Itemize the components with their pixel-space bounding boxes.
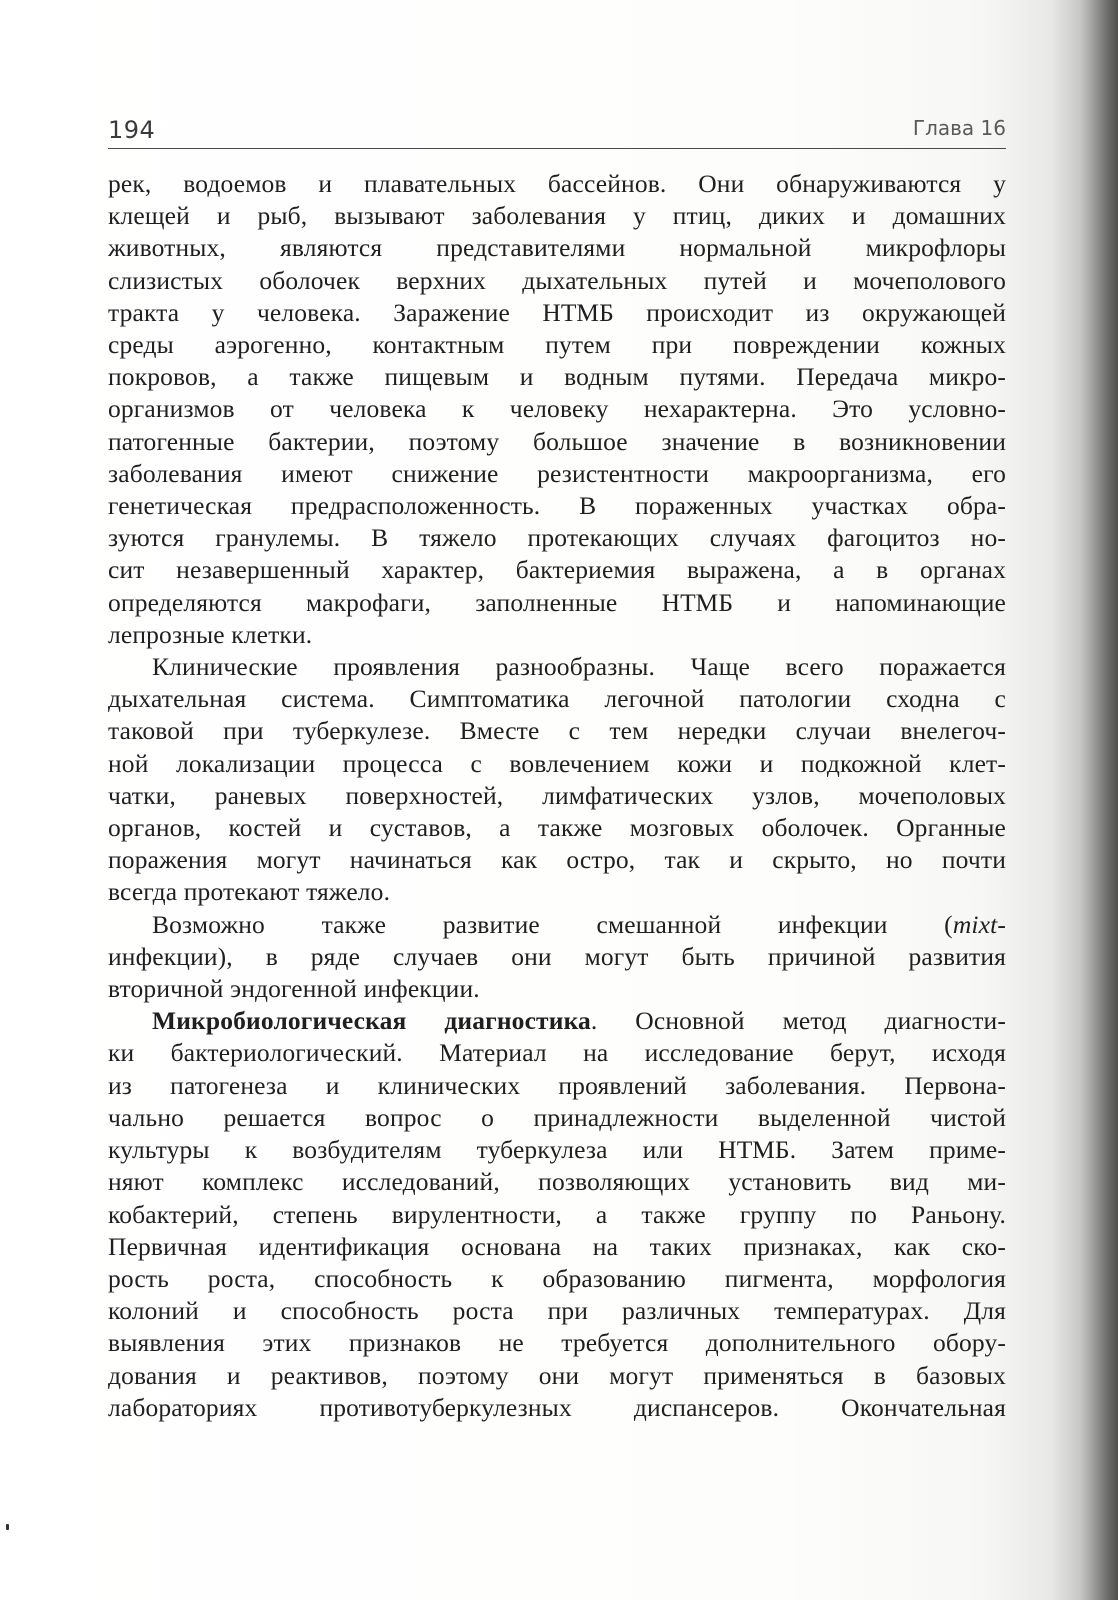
text-line: животных, являются представителями нормальной микрофлоры: [108, 233, 1006, 263]
text-line: организмов от человека к человеку нехарактерна. Это условно-: [108, 394, 1006, 424]
text-line: таковой при туберкулезе. Вместе с тем нередки случаи внелегоч-: [108, 716, 1006, 746]
text-line: заболевания имеют снижение резистентности макроорганизма, его: [108, 458, 1006, 488]
paragraph-3: [108, 909, 1006, 1006]
paragraph-1: [108, 168, 1006, 651]
paragraph-4: [108, 1005, 1006, 1424]
text-line: няют комплекс исследований, позволяющих установить вид ми-: [108, 1167, 1006, 1197]
body-text: [108, 168, 1006, 1424]
section-heading-inline: Микробиологическая диагностика: [152, 1006, 591, 1036]
text-line: культуры к возбудителям туберкулеза или НТМБ. Затем приме-: [108, 1135, 1006, 1165]
text-line: [108, 909, 1006, 941]
text-line: кобактерий, степень вирулентности, а также группу по Раньону.: [108, 1199, 1006, 1229]
text-span: Возможно также развитие смешанной инфекции (: [152, 909, 953, 939]
text-line: зуются гранулемы. В тяжело протекающих случаях фагоцитоз но-: [108, 523, 1006, 553]
text-line: определяются макрофаги, заполненные НТМБ и напоминающие: [108, 587, 1006, 617]
text-line: чатки, раневых поверхностей, лимфатических узлов, мочеполовых: [108, 780, 1006, 810]
text-line: патогенные бактерии, поэтому большое значение в возникновении: [108, 426, 1006, 456]
text-line: клещей и рыб, вызывают заболевания у птиц, диких и домашних: [108, 201, 1006, 231]
text-line: ки бактериологический. Материал на исследование берут, исходя: [108, 1038, 1006, 1068]
text-line: колоний и способность роста при различных температурах. Для: [108, 1296, 1006, 1326]
text-line: лабораториях противотуберкулезных диспансеров. Окончательная: [108, 1392, 1006, 1422]
text-line: сит незавершенный характер, бактериемия выражена, а в органах: [108, 555, 1006, 585]
running-head: Глава 16: [912, 116, 1006, 140]
text-line: ной локализации процесса с вовлечением кожи и подкожной клет-: [108, 748, 1006, 778]
text-line: слизистых оболочек верхних дыхательных путей и мочеполового: [108, 265, 1006, 295]
text-span: . Основной метод диагности-: [590, 1006, 1006, 1036]
text-line: дыхательная система. Симптоматика легочной патологии сходна с: [108, 684, 1006, 714]
italic-term: mixt: [952, 909, 998, 939]
spine-shadow: [1080, 0, 1118, 1600]
text-line: вторичной эндогенной инфекции.: [108, 974, 480, 1004]
text-line: тракта у человека. Заражение НТМБ происходит из окружающей: [108, 297, 1006, 327]
text-line: Первичная идентификация основана на таких признаках, как ско-: [108, 1231, 1006, 1261]
text-line: покровов, а также пищевым и водным путями. Передача микро-: [108, 362, 1006, 392]
paragraph-2: [108, 651, 1006, 909]
scan-mark: [6, 1524, 9, 1530]
text-span: -: [997, 909, 1006, 939]
text-line: инфекции), в ряде случаев они могут быть причиной развития: [108, 941, 1006, 971]
text-line: Клинические проявления разнообразны. Чаще всего поражается: [152, 652, 1006, 682]
text-line: рость роста, способность к образованию пигмента, морфология: [108, 1263, 1006, 1293]
page-header: [108, 112, 1006, 152]
text-line: [108, 1005, 1006, 1037]
text-line: выявления этих признаков не требуется дополнительного обору-: [108, 1328, 1006, 1358]
text-line: из патогенеза и клинических проявлений заболевания. Первона-: [108, 1070, 1006, 1100]
text-line: генетическая предрасположенность. В пораженных участках обра-: [108, 491, 1006, 521]
text-line: чально решается вопрос о принадлежности выделенной чистой: [108, 1102, 1006, 1132]
text-line: лепрозные клетки.: [108, 619, 313, 649]
text-line: рек, водоемов и плавательных бассейнов. Они обнаруживаются у: [108, 169, 1006, 198]
text-line: среды аэрогенно, контактным путем при повреждении кожных: [108, 330, 1006, 360]
text-line: поражения могут начинаться как остро, так и скрыто, но почти: [108, 845, 1006, 875]
header-rule: [108, 148, 1006, 149]
text-line: органов, костей и суставов, а также мозговых оболочек. Органные: [108, 813, 1006, 843]
text-line: дования и реактивов, поэтому они могут применяться в базовых: [108, 1360, 1006, 1390]
page-number: 194: [108, 116, 156, 144]
text-line: всегда протекают тяжело.: [108, 877, 391, 907]
